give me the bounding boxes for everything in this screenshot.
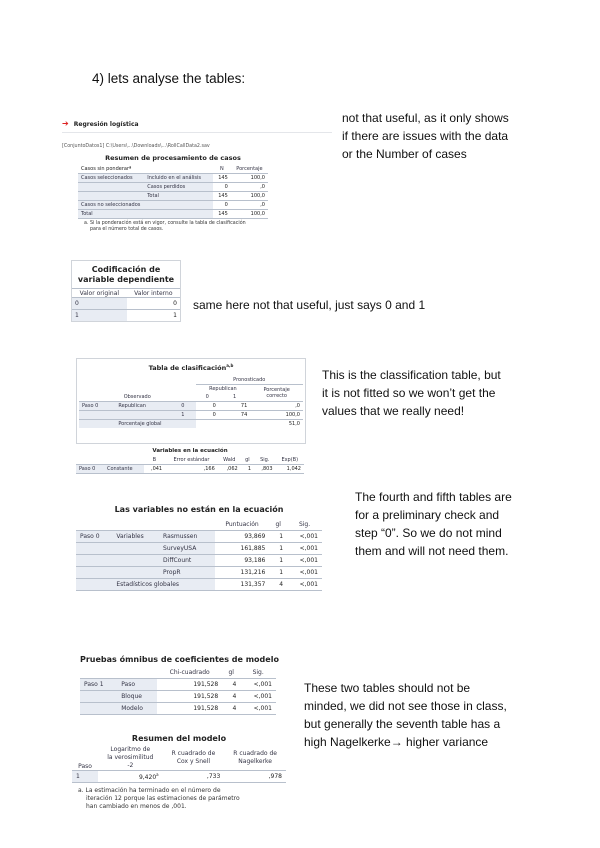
section-heading: 4) lets analyse the tables: [92, 71, 246, 86]
column-header: Exp(B) [281, 457, 299, 463]
table-row: 1 1 [72, 310, 180, 322]
case-summary-table [78, 154, 268, 233]
column-header: gl [228, 669, 234, 676]
table-row: Estadísticos globales 131,357 4 <,001 [76, 579, 322, 591]
table-row: Paso 0 Republican 0 0 71 ,0 [79, 402, 303, 411]
table-row: 1 0 74 100,0 [79, 411, 303, 420]
column-header: Casos sin ponderarª [81, 166, 132, 172]
table-row: Casos no seleccionados 0 ,0 [78, 201, 268, 210]
table-row: Porcentaje global 51,0 [79, 420, 303, 429]
column-header: Chi-cuadrado [169, 669, 210, 676]
data-table [72, 746, 286, 783]
data-table [72, 288, 180, 321]
column-header: Valor interno [134, 289, 173, 297]
data-table [80, 667, 276, 715]
table-row: Paso 0 Variables Rasmussen 93,869 1 <,001 [76, 531, 322, 543]
column-header: gl [275, 521, 281, 528]
column-header: B [152, 457, 157, 463]
column-header: gl [245, 457, 250, 463]
table-row: Modelo 191,528 4 <,001 [80, 703, 276, 715]
column-header: Sig. [260, 457, 270, 463]
note-1: not that useful, as it only shows if there are issues with the data or the Number of cases [342, 111, 509, 161]
note-2: same here not that useful, just says 0 and 1 [193, 298, 426, 312]
data-table [76, 519, 322, 591]
table-title: Codificación de variable dependiente [77, 265, 175, 284]
table-row: Casos perdidos 0 ,0 [78, 183, 268, 192]
table-row: Total 145 100,0 [78, 192, 268, 201]
dataset-path: [ConjuntoDatos1] C:\Users\...\Downloads\...\RollCallData2.sav [62, 144, 210, 149]
table-row: SurveyUSA 161,885 1 <,001 [76, 543, 322, 555]
column-header: R cuadrado de Cox y Snell [171, 750, 216, 765]
data-table [78, 165, 268, 219]
table-row: Casos seleccionados Incluido en el análisis 145 100,0 [78, 174, 268, 183]
dependent-coding-table [71, 260, 181, 322]
column-header: Paso [78, 763, 92, 770]
data-table [76, 456, 304, 474]
classification-table [76, 358, 306, 444]
arrow-icon: ➔ [62, 119, 69, 128]
data-table: Pronosticado Republican Porcentaje correcto Observado 0 1 Paso 0 Republican 0 0 71 ,0 1 0 74 100,0 Porcentaje global 51,0 [79, 376, 303, 428]
table-title: Resumen del modelo [131, 734, 227, 743]
table-title: Resumen de procesamiento de casos [105, 154, 241, 162]
table-title: Tabla de clasificación$^{a,b}$ [148, 363, 234, 373]
table-row: 0 0 [72, 298, 180, 310]
table-row: Bloque 191,528 4 <,001 [80, 691, 276, 703]
table-row: Paso 0 Constante ,041 ,166 ,062 1 ,803 1,042 [76, 465, 304, 474]
note-3: This is the classification table, but it is not fitted so we won’t get the values that we really need! [322, 368, 501, 418]
column-header: Porcentaje [236, 166, 263, 172]
column-header: Wald [223, 457, 236, 463]
column-header: Puntuación [225, 521, 259, 528]
column-header: N [219, 166, 224, 172]
omnibus-test-table [80, 655, 279, 715]
column-header: Observado [123, 394, 151, 401]
variables-not-in-equation-table [76, 505, 322, 591]
note-4: The fourth and fifth tables are for a preliminary check and step “0”. So we do not mind them and will not need them. [355, 490, 512, 558]
column-header: Valor original [79, 289, 120, 297]
column-header: Sig. [298, 521, 311, 528]
column-header: Sig. [252, 669, 264, 676]
model-summary-table [72, 734, 286, 811]
table-row: 1 9,420$^a$ ,733 ,978 [72, 771, 286, 783]
table-title: Pruebas ómnibus de coeficientes de modelo [80, 655, 279, 664]
column-header: Logaritmo de la verosimilitud -2 [107, 746, 154, 769]
table-footnote: a. Si la ponderación está en vigor, consulte la tabla de clasificación para el número total de casos. [84, 221, 246, 232]
table-row: Total 145 100,0 [78, 210, 268, 219]
column-header: R cuadrado de Nagelkerke [233, 750, 277, 765]
table-title: Variables en la ecuación [152, 448, 228, 454]
table-row: Paso 1 Paso 191,528 4 <,001 [80, 679, 276, 691]
table-title: Las variables no están en la ecuación [114, 505, 284, 514]
note-5: These two tables should not be minded, we did not see those in class, but generally the seventh table has a high Nagelkerke→ higher variance [304, 681, 507, 749]
table-row: PropR 131,216 1 <,001 [76, 567, 322, 579]
table-footnote: a. La estimación ha terminado en el número de iteración 12 porque las estimaciones de parámetro han cambiado en menos de ,001. [78, 787, 240, 810]
output-title: Regresión logística [73, 121, 139, 128]
output-block-1 [62, 111, 332, 150]
table-row: DiffCount 93,186 1 <,001 [76, 555, 322, 567]
column-header: Error estándar [173, 457, 210, 463]
variables-in-equation-table [76, 448, 304, 474]
